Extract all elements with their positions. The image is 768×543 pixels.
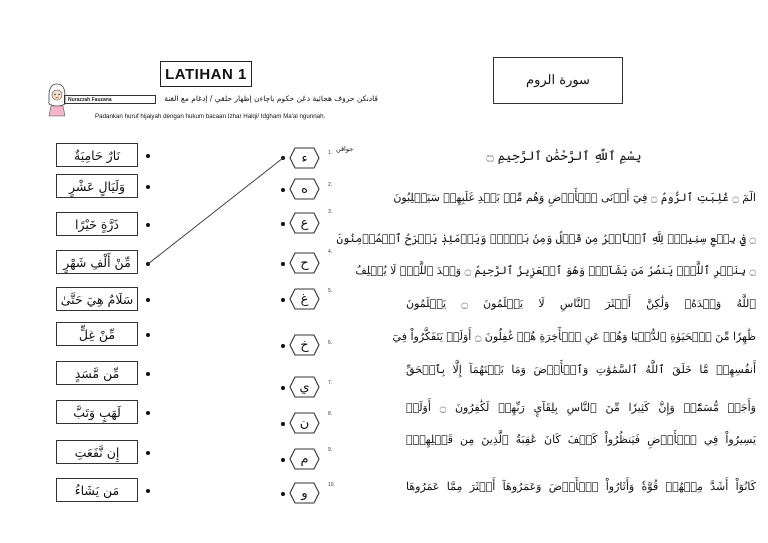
verse-line: ۝ بِنَصۡرِ ٱللَّهِۚ يَنصُرُ مَن يَشَآءُۖ وَهُوَ ٱلۡعَزِيزُ ٱلرَّحِيمُ ۝ وَعۡدَ ٱللَّهِۖ لَا يُخۡلِفُ <box>355 264 756 277</box>
phrase-box: مِّنْ أَلْفِ شَهْرٍ <box>56 250 138 274</box>
instruction-jawi: ڤادنكن حروف هجائية دڠن حکوم باچاءن إظهار حلقي / إدغام مع الغنة <box>164 94 378 103</box>
item-number: 1. <box>328 150 333 156</box>
phrase-box: سَلَامٌ هِيَ حَتَّىٰ <box>56 287 138 311</box>
phrase-box: نَارٌ حَامِيَةٌ <box>56 143 138 167</box>
letter-label: خ <box>300 337 309 353</box>
letter-label: و <box>301 485 308 501</box>
letter-label: م <box>300 451 309 467</box>
letter-label: ح <box>300 255 309 271</box>
phrase-box: إِن نَّفَعَتِ <box>56 440 138 464</box>
phrase-box: مِّنْ غِلٍّ <box>56 322 138 346</box>
item-number: 10. <box>328 482 335 488</box>
phrase-box: مِّن مَّسَدٍ <box>56 361 138 385</box>
item-number: 8. <box>328 411 333 417</box>
item-number: 4. <box>328 249 333 255</box>
verse-line: يَسِيرُواْ فِي ٱلۡأَرۡضِ فَيَنظُرُواْ كَيۡفَ كَانَ عَٰقِبَةُ ٱلَّذِينَ مِن قَبۡلِهِمۡۚ <box>406 433 756 446</box>
verse-line: وَأَجَلٖ مُّسَمّٗىۗ وَإِنَّ كَثِيرٗا مِّنَ ٱلنَّاسِ بِلِقَآيِٕ رَبِّهِمۡ لَكَٰفِرُونَ ۝ أَوَلَمۡ <box>406 401 756 414</box>
item-number: 3. <box>328 209 333 215</box>
letter-label: ع <box>300 215 309 231</box>
author-tag: Nurazzah Fauzana <box>64 95 156 104</box>
verse-line: ظَٰهِرٗا مِّنَ ٱلۡحَيَوٰةِ ٱلدُّنۡيَا وَهُمۡ عَنِ ٱلۡأٓخِرَةِ هُمۡ غَٰفِلُونَ ۝ أَوَلَمۡ يَتَفَكَّرُواْ فِيٓ <box>392 330 756 343</box>
surah-title: سورة الروم <box>493 57 623 104</box>
instruction-rumi: Padankan huruf hijaiyah dengan hukum bacaan Izhar Halqi/ Idgham Ma'al ngunnah. <box>95 113 326 120</box>
letter-label: غ <box>300 291 309 307</box>
letter-label: ء <box>301 150 308 166</box>
letter-label: ي <box>299 379 310 395</box>
letter-label: ن <box>299 415 310 431</box>
basmala: بِسْمِ ٱللَّهِ ٱلرَّحْمَٰنِ ٱلرَّحِيمِ ۝ <box>486 148 642 163</box>
verse-line: ٱللَّهُ وَعۡدَهُۥ وَلَٰكِنَّ أَكۡثَرَ ٱلنَّاسِ لَا يَعۡلَمُونَ ۝ يَعۡلَمُونَ <box>406 297 756 310</box>
letter-label: ه <box>301 181 308 197</box>
phrase-box: وَلَيَالٍ عَشْرٍ <box>56 174 138 198</box>
item-number: 2. <box>328 182 333 188</box>
item-number: 7. <box>328 380 333 386</box>
item-number: 6. <box>328 340 333 346</box>
item-number: 9. <box>328 447 333 453</box>
verse-line: الٓمٓ ۝ غُلِبَتِ ٱلرُّومُ ۝ فِيٓ أَدۡنَى ٱلۡأَرۡضِ وَهُم مِّنۢ بَعۡدِ غَلَبِهِمۡ سَيَغۡلِبُونَ <box>393 191 756 204</box>
phrase-box: لَهَبٍ وَتَبَّ <box>56 400 138 424</box>
verse-line: ۝ فِي بِضۡعِ سِنِينَۗ لِلَّهِ ٱلۡأَمۡرُ مِن قَبۡلُ وَمِنۢ بَعۡدُۚ وَيَوۡمَئِذٖ يَفۡرَحُ ٱلۡمُؤۡمِنُونَ <box>336 232 756 245</box>
verse-line: كَانُوٓاْ أَشَدَّ مِنۡهُمۡ قُوَّةٗ وَأَثَارُواْ ٱلۡأَرۡضَ وَعَمَرُوهَآ أَكۡثَرَ مِمَّا عَمَرُوهَا <box>406 480 756 493</box>
worksheet-title: LATIHAN 1 <box>160 61 252 87</box>
item-number: 5. <box>328 288 333 294</box>
verse-line: أَنفُسِهِمۗ مَّا خَلَقَ ٱللَّهُ ٱلسَّمَٰوَٰتِ وَٱلۡأَرۡضَ وَمَا بَيۡنَهُمَآ إِلَّا بِٱلۡحَقِّ <box>406 363 756 376</box>
phrase-box: ذَرَّةٍ خَيْرًا <box>56 212 138 236</box>
phrase-box: مَن يَشَاءُ <box>56 478 138 502</box>
answer-label: جواڤن <box>336 145 354 153</box>
